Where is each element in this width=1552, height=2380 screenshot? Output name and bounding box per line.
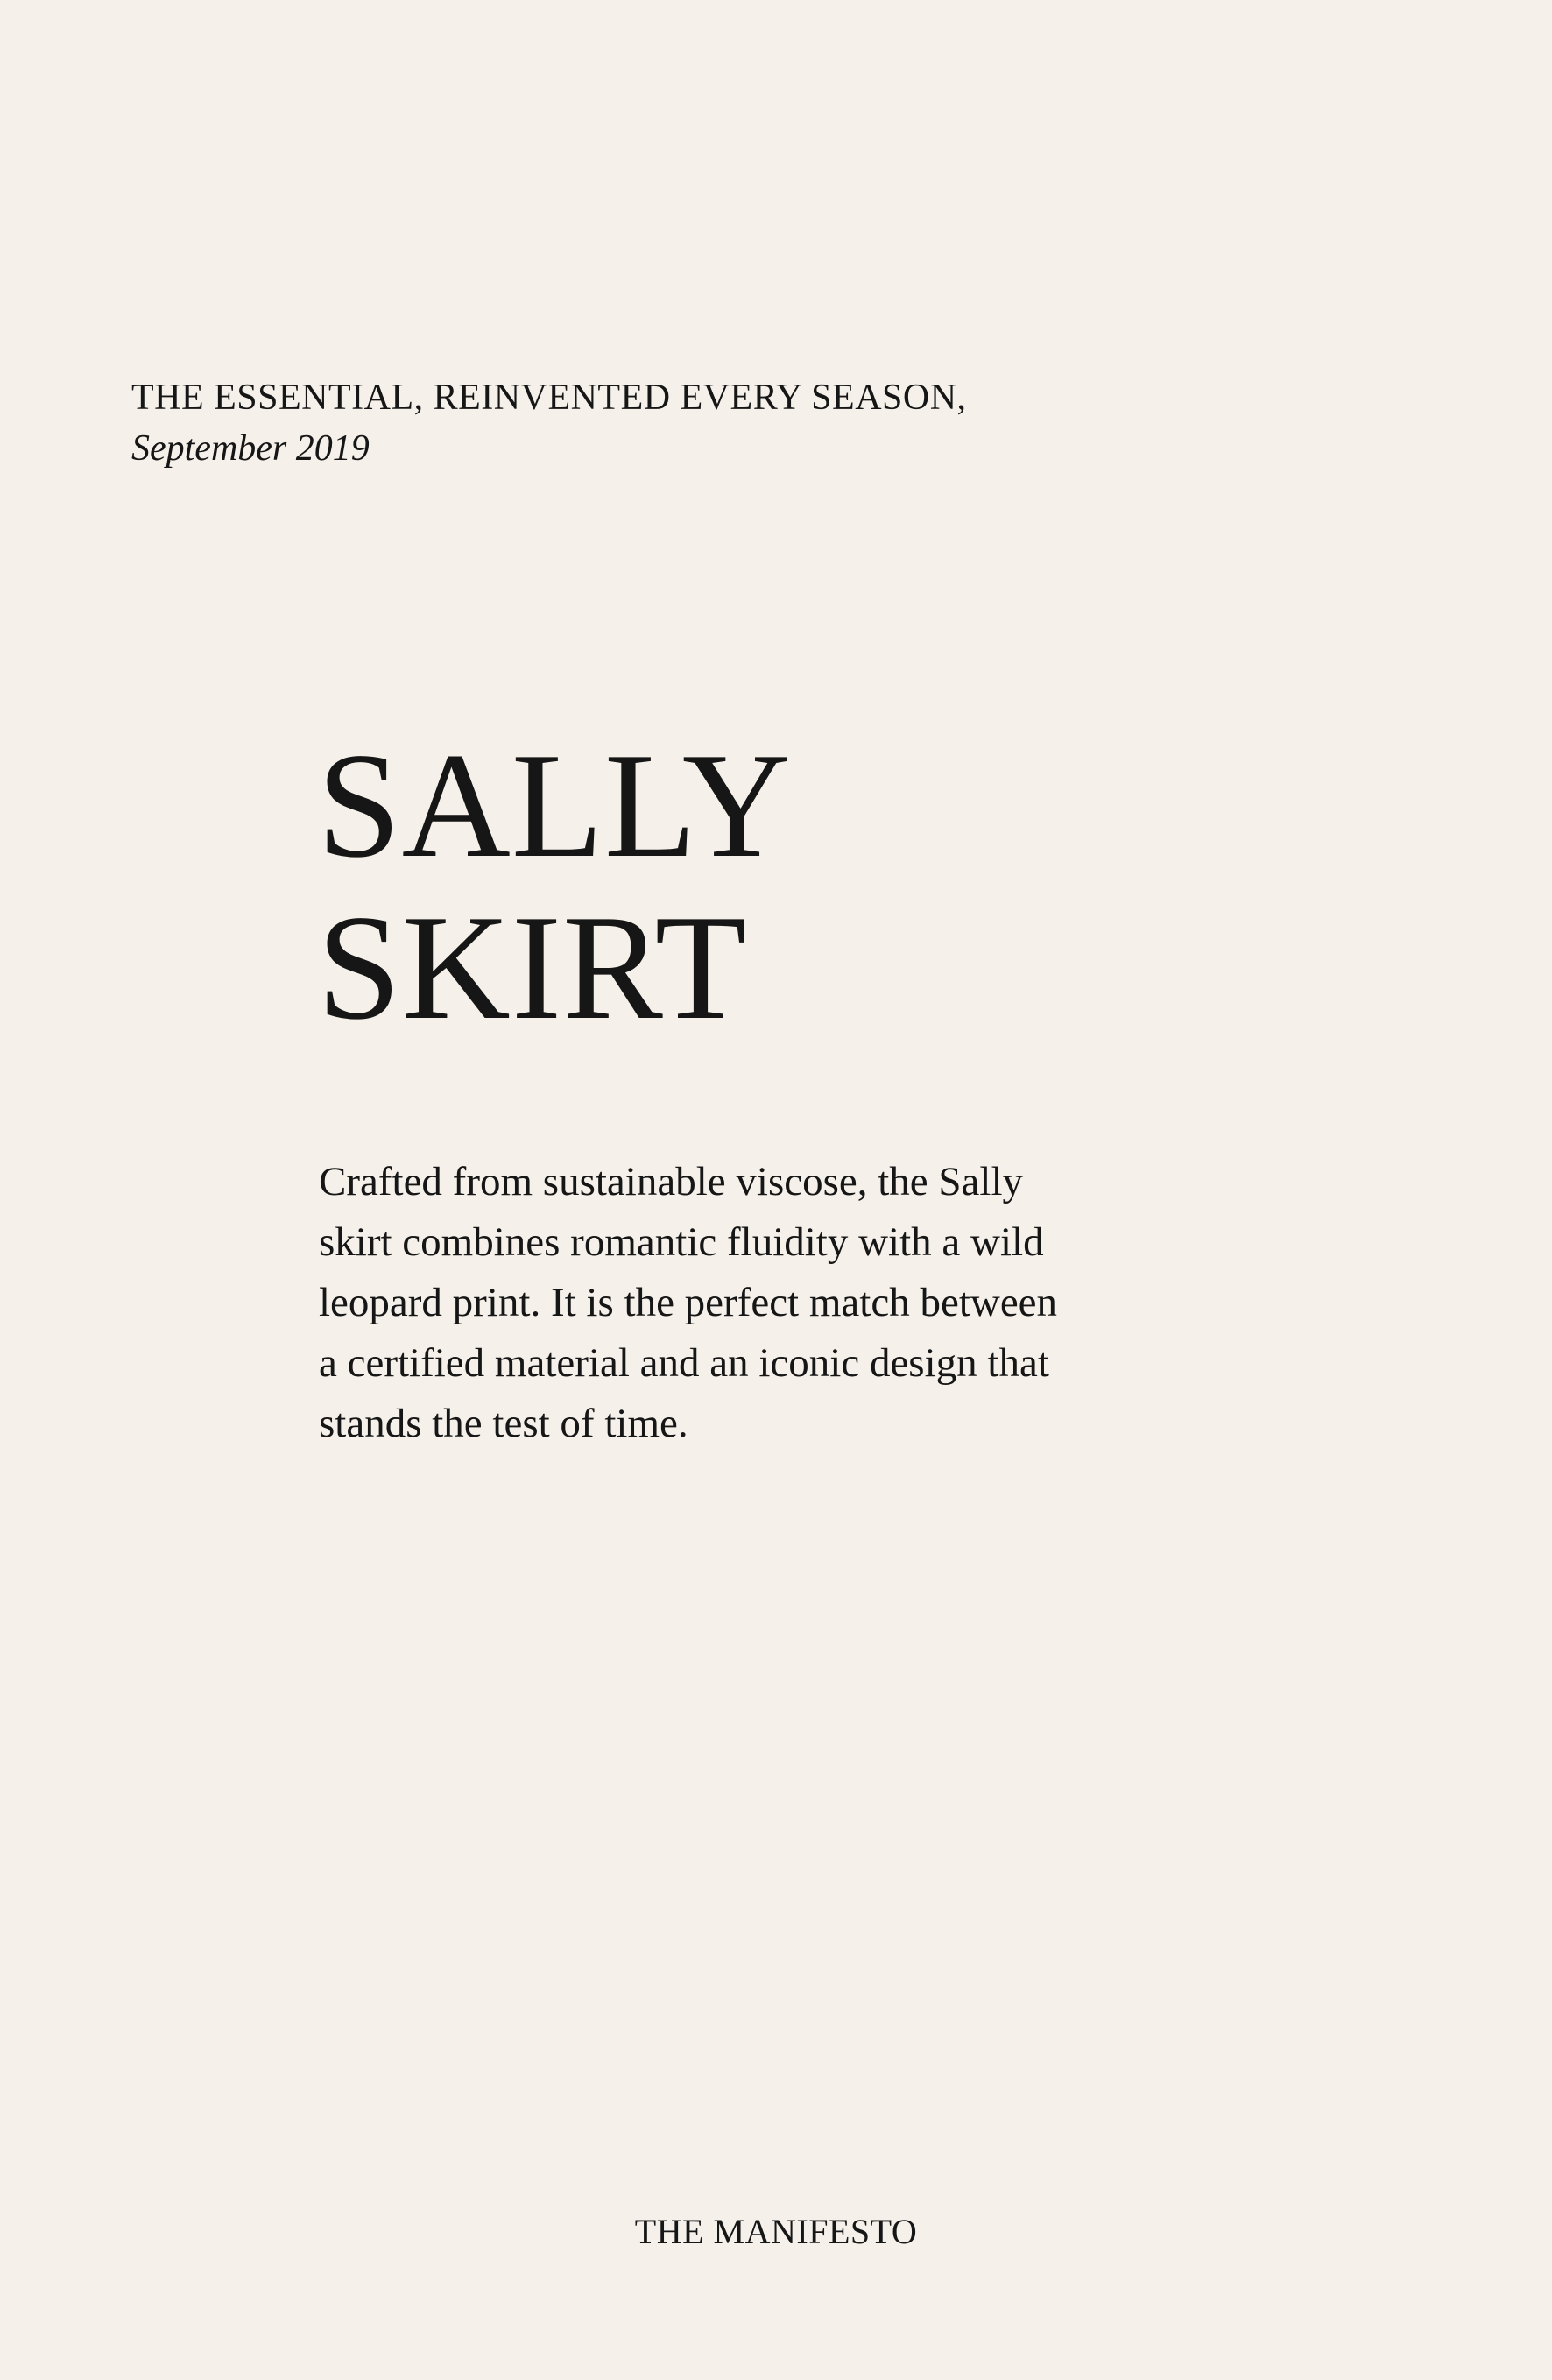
description-line: skirt combines romantic fluidity with a wild	[319, 1219, 1044, 1265]
date-text: September 2019	[131, 428, 370, 469]
description-line: Crafted from sustainable viscose, the Sally	[319, 1159, 1024, 1204]
title-line-2: SKIRT	[317, 885, 748, 1051]
product-description	[319, 1152, 1230, 1454]
description-line: a certified material and an iconic design that	[319, 1340, 1049, 1386]
header-block	[131, 372, 1182, 474]
description-line: stands the test of time.	[319, 1401, 688, 1446]
title-line-1: SALLY	[317, 723, 792, 889]
footer-label: THE MANIFESTO	[634, 2212, 918, 2251]
page-title	[317, 725, 792, 1049]
description-line: leopard print. It is the perfect match between	[319, 1280, 1058, 1325]
kicker-text: THE ESSENTIAL, REINVENTED EVERY SEASON,	[131, 378, 967, 418]
